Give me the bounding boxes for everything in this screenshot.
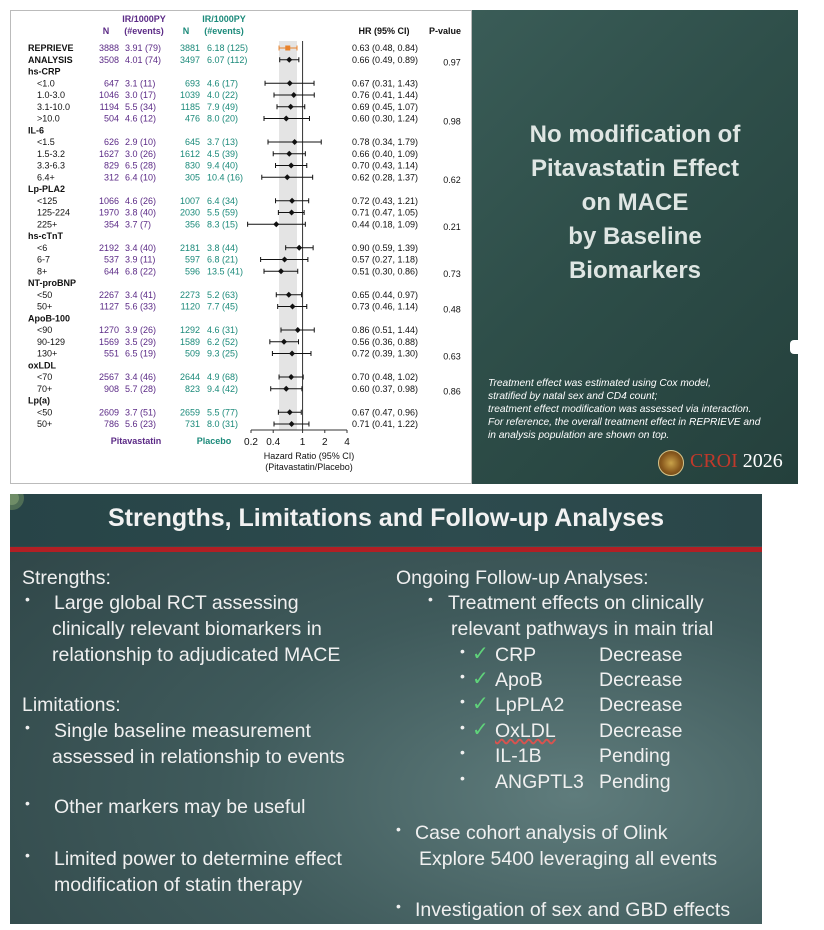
marker-name: LpPLA2 — [495, 694, 565, 716]
group-label: Lp-PLA2 — [28, 184, 65, 194]
hr-ci-text: 0.57 (0.27, 1.18) — [352, 254, 419, 265]
placebo-ir: 6.07 (112) — [207, 54, 248, 65]
pitavastatin-n: 1627 — [98, 148, 119, 159]
pitavastatin-n: 2609 — [98, 407, 119, 418]
row-label: 125-224 — [37, 207, 71, 218]
method-note-line: treatment effect modification was assessed via interaction. — [488, 404, 752, 415]
slide-title: Strengths, Limitations and Follow-up Analyses — [107, 504, 665, 532]
hr-ci-text: 0.76 (0.41, 1.44) — [352, 90, 419, 100]
croi-name: CROI — [690, 450, 738, 472]
pitavastatin-ir: 3.9 (11) — [125, 254, 156, 265]
method-note-line: stratified by natal sex and CD4 count; — [488, 391, 658, 402]
pitavastatin-n: 829 — [103, 160, 119, 171]
x-tick-label: 4 — [344, 437, 350, 448]
pitavastatin-ir: 3.8 (40) — [125, 207, 157, 218]
row-label: 6.4+ — [37, 172, 55, 183]
interaction-pvalue: 0.21 — [443, 222, 461, 232]
x-tick-label: 0.2 — [244, 437, 258, 448]
placebo-ir: 7.9 (49) — [207, 101, 239, 112]
placebo-ir: 5.5 (77) — [207, 407, 239, 418]
header-ir-placebo-events: (#events) — [204, 26, 244, 36]
forest-plot-slide — [10, 10, 798, 484]
row-label: <125 — [37, 195, 58, 206]
pitavastatin-n: 354 — [103, 219, 119, 230]
pitavastatin-n: 551 — [103, 348, 119, 359]
header-n-pitavastatin: N — [102, 26, 110, 36]
placebo-ir: 6.4 (34) — [207, 195, 239, 206]
placebo-n: 1039 — [179, 90, 200, 100]
bullet-icon: • — [25, 795, 30, 811]
hr-ci-text: 0.62 (0.28, 1.37) — [352, 172, 419, 183]
pitavastatin-ir: 4.6 (12) — [125, 113, 157, 124]
point-estimate — [285, 46, 290, 51]
point-estimate — [273, 221, 279, 227]
pitavastatin-ir: 5.7 (28) — [125, 383, 157, 394]
hr-ci-text: 0.71 (0.41, 1.22) — [352, 419, 419, 429]
hr-ci-text: 0.67 (0.31, 1.43) — [352, 78, 419, 89]
bullet-icon: • — [460, 744, 465, 760]
marker-status: Decrease — [599, 669, 683, 691]
slide-title-line: on MACE — [581, 189, 689, 216]
hr-ci-text: 0.66 (0.40, 1.09) — [352, 148, 419, 159]
virus-decoration-icon — [10, 494, 50, 534]
pitavastatin-ir: 3.4 (46) — [125, 372, 157, 382]
interaction-pvalue: 0.73 — [443, 269, 461, 279]
row-label: 50+ — [37, 301, 53, 312]
placebo-n: 2659 — [179, 407, 200, 418]
interaction-pvalue: 0.98 — [443, 116, 461, 127]
interaction-pvalue: 0.48 — [443, 304, 461, 315]
hr-ci-text: 0.69 (0.45, 1.07) — [352, 101, 419, 112]
row-label: 3.3-6.3 — [37, 160, 66, 171]
header-ir-placebo: IR/1000PY — [202, 14, 246, 24]
forest-plot — [11, 11, 473, 485]
hr-ci-text: 0.67 (0.47, 0.96) — [352, 407, 419, 418]
pitavastatin-n: 786 — [103, 419, 119, 429]
placebo-ir: 13.5 (41) — [207, 266, 244, 277]
ongoing-text: relevant pathways in main trial — [451, 618, 714, 640]
x-axis-subtitle: (Pitavastatin/Placebo) — [265, 462, 353, 472]
row-label: 1.5-3.2 — [37, 148, 66, 159]
pitavastatin-ir: 4.6 (26) — [125, 195, 157, 206]
pitavastatin-n: 2267 — [98, 289, 119, 300]
hr-ci-text: 0.66 (0.49, 0.89) — [352, 54, 419, 65]
marker-name: CRP — [495, 644, 537, 666]
case-cohort-text: Explore 5400 leveraging all events — [419, 848, 718, 870]
placebo-n: 597 — [184, 254, 200, 265]
placebo-n: 2644 — [179, 372, 200, 382]
placebo-n: 1007 — [179, 195, 200, 206]
hr-ci-text: 0.90 (0.59, 1.39) — [352, 242, 419, 253]
placebo-n: 693 — [184, 78, 200, 89]
row-label: REPRIEVE — [28, 43, 74, 53]
hr-ci-text: 0.86 (0.51, 1.44) — [352, 325, 419, 335]
slide-title-line: by Baseline — [568, 223, 702, 250]
strength-text: relationship to adjudicated MACE — [52, 644, 341, 666]
strengths-limitations-slide — [10, 494, 762, 924]
row-label: 225+ — [37, 219, 58, 230]
placebo-n: 823 — [184, 383, 200, 394]
hr-ci-text: 0.65 (0.44, 0.97) — [352, 289, 419, 300]
row-label: 3.1-10.0 — [37, 101, 71, 112]
placebo-n: 1120 — [180, 301, 200, 312]
group-label: NT-proBNP — [28, 278, 76, 288]
pitavastatin-n: 1046 — [98, 90, 119, 100]
row-label: ANALYSIS — [28, 54, 73, 65]
marker-status: Pending — [599, 771, 671, 793]
case-cohort-text: Case cohort analysis of Olink — [415, 822, 668, 844]
placebo-ir: 6.8 (21) — [207, 254, 239, 265]
hr-ci-text: 0.51 (0.30, 0.86) — [352, 266, 419, 277]
placebo-ir: 6.2 (52) — [207, 336, 239, 347]
ongoing-text: Treatment effects on clinically — [448, 592, 704, 614]
strength-text: clinically relevant biomarkers in — [52, 618, 322, 640]
x-tick-label: 1 — [299, 437, 306, 448]
row-label: 6-7 — [37, 254, 51, 265]
placebo-ir: 4.9 (68) — [207, 372, 239, 382]
hr-ci-text: 0.44 (0.18, 1.09) — [352, 219, 419, 230]
placebo-ir: 3.8 (44) — [207, 242, 239, 253]
placebo-ir: 5.2 (63) — [207, 289, 239, 300]
placebo-n: 509 — [184, 348, 200, 359]
check-icon: ✓ — [472, 668, 489, 690]
pitavastatin-n: 626 — [103, 137, 119, 147]
hr-ci-text: 0.56 (0.36, 0.88) — [352, 336, 419, 347]
header-ir-pitavastatin-events: (#events) — [124, 26, 164, 36]
placebo-ir: 4.5 (39) — [207, 148, 239, 159]
marker-name: ANGPTL3 — [495, 771, 584, 793]
pitavastatin-ir: 6.5 (28) — [125, 160, 157, 171]
limitations-heading: Limitations: — [22, 694, 121, 716]
pitavastatin-ir: 3.1 (11) — [125, 78, 156, 89]
pitavastatin-ir: 5.6 (23) — [125, 419, 157, 429]
header-n-placebo: N — [182, 26, 190, 36]
marker-status: Decrease — [599, 694, 683, 716]
placebo-n: 1292 — [179, 325, 200, 335]
limitation-text: Other markers may be useful — [54, 796, 306, 818]
pitavastatin-n: 1569 — [98, 336, 119, 347]
slide-title-line: Biomarkers — [568, 257, 702, 284]
bullet-icon: • — [460, 668, 465, 684]
row-label: 8+ — [37, 266, 48, 277]
marker-status: Pending — [599, 745, 671, 767]
group-label: IL-6 — [28, 125, 45, 136]
pitavastatin-ir: 6.8 (22) — [125, 266, 157, 277]
placebo-n: 3497 — [179, 54, 200, 65]
slide-edge-mark — [790, 340, 800, 354]
placebo-n: 2030 — [179, 207, 200, 218]
bullet-icon: • — [460, 770, 465, 786]
croi-emblem-icon — [658, 450, 684, 476]
pitavastatin-n: 3888 — [98, 43, 119, 53]
pitavastatin-n: 1194 — [99, 101, 119, 112]
x-tick-label: 2 — [322, 437, 328, 448]
placebo-ir: 7.7 (45) — [207, 301, 239, 312]
placebo-ir: 4.6 (17) — [207, 78, 239, 89]
hr-ci-text: 0.72 (0.43, 1.21) — [352, 195, 419, 206]
pitavastatin-n: 644 — [103, 266, 119, 277]
pitavastatin-n: 647 — [103, 78, 119, 89]
placebo-n: 476 — [184, 113, 200, 124]
limitation-text: Limited power to determine effect — [54, 848, 342, 870]
method-note-line: in analysis population are shown on top. — [488, 430, 670, 441]
ongoing-heading: Ongoing Follow-up Analyses: — [396, 567, 649, 589]
x-axis-title: Hazard Ratio (95% CI) — [263, 451, 355, 461]
pitavastatin-n: 2567 — [98, 372, 119, 382]
check-icon: ✓ — [472, 693, 489, 715]
row-label: <6 — [37, 242, 48, 253]
group-label: Lp(a) — [28, 395, 50, 406]
x-tick-label: 0.4 — [266, 437, 281, 448]
group-label: oxLDL — [28, 360, 56, 371]
pitavastatin-n: 537 — [103, 254, 119, 265]
pitavastatin-ir: 3.7 (51) — [125, 407, 157, 418]
header-pvalue: P-value — [428, 26, 462, 36]
pitavastatin-ir: 3.0 (17) — [125, 90, 157, 100]
hr-ci-text: 0.63 (0.48, 0.84) — [352, 43, 419, 53]
interaction-pvalue: 0.63 — [443, 351, 461, 362]
pitavastatin-ir: 4.01 (74) — [125, 54, 162, 65]
pitavastatin-ir: 3.4 (40) — [125, 242, 157, 253]
marker-status: Decrease — [599, 720, 683, 742]
legend-placebo: Placebo — [196, 436, 232, 446]
header-hr: HR (95% CI) — [358, 26, 410, 36]
hr-ci-text: 0.70 (0.48, 1.02) — [352, 372, 419, 382]
limitation-text: modification of statin therapy — [54, 874, 303, 896]
slide-header — [10, 494, 762, 546]
placebo-n: 596 — [184, 266, 200, 277]
bullet-icon: • — [460, 719, 465, 735]
placebo-ir: 3.7 (13) — [207, 137, 239, 147]
bullet-icon: • — [25, 591, 30, 607]
method-note-line: For reference, the overall treatment effect in REPRIEVE and — [488, 417, 761, 428]
placebo-ir: 9.3 (25) — [207, 348, 239, 359]
placebo-n: 2273 — [179, 289, 200, 300]
row-label: <50 — [37, 407, 53, 418]
marker-name: OxLDL — [495, 720, 556, 742]
row-label: <50 — [37, 289, 53, 300]
interaction-pvalue: 0.97 — [443, 57, 461, 68]
placebo-n: 1185 — [180, 101, 200, 112]
pitavastatin-ir: 3.0 (26) — [125, 148, 157, 159]
placebo-n: 2181 — [179, 242, 200, 253]
placebo-ir: 8.0 (20) — [207, 113, 239, 124]
row-label: 70+ — [37, 383, 53, 394]
placebo-n: 645 — [184, 137, 200, 147]
placebo-ir: 4.0 (22) — [207, 90, 239, 100]
strengths-heading: Strengths: — [22, 567, 111, 589]
placebo-ir: 4.6 (31) — [207, 325, 239, 335]
placebo-ir: 8.3 (15) — [207, 219, 239, 230]
hr-ci-text: 0.72 (0.39, 1.30) — [352, 348, 419, 359]
bullet-icon: • — [396, 821, 401, 837]
bullet-icon: • — [460, 693, 465, 709]
strength-text: Large global RCT assessing — [54, 592, 299, 614]
placebo-n: 356 — [184, 219, 200, 230]
pitavastatin-ir: 5.6 (33) — [125, 301, 157, 312]
bullet-icon: • — [396, 898, 401, 914]
pitavastatin-n: 312 — [103, 172, 119, 183]
row-label: 90-129 — [37, 336, 66, 347]
bullet-icon: • — [428, 591, 433, 607]
overall-ci-band — [279, 41, 297, 430]
point-estimate — [296, 245, 302, 251]
row-label: <1.0 — [37, 78, 55, 89]
row-label: 50+ — [37, 419, 53, 429]
row-label: 130+ — [37, 348, 58, 359]
pitavastatin-n: 908 — [103, 383, 119, 394]
interaction-pvalue: 0.86 — [443, 386, 461, 397]
placebo-ir: 10.4 (16) — [207, 172, 244, 183]
placebo-ir: 9.4 (40) — [207, 160, 239, 171]
pitavastatin-n: 2192 — [98, 242, 119, 253]
placebo-n: 1589 — [179, 336, 200, 347]
check-icon: ✓ — [472, 643, 489, 665]
row-label: <90 — [37, 325, 53, 335]
pitavastatin-n: 1970 — [98, 207, 119, 218]
pitavastatin-ir: 3.7 (7) — [125, 219, 152, 230]
pitavastatin-n: 1270 — [98, 325, 119, 335]
header-divider — [10, 547, 762, 552]
hr-ci-text: 0.70 (0.43, 1.14) — [352, 160, 419, 171]
bullet-icon: • — [25, 719, 30, 735]
check-icon: ✓ — [472, 719, 489, 741]
limitation-text: Single baseline measurement — [54, 720, 311, 742]
placebo-n: 1612 — [179, 148, 200, 159]
slide-title-line: Pitavastatin Effect — [530, 155, 740, 182]
pitavastatin-n: 3508 — [98, 54, 119, 65]
pitavastatin-ir: 3.5 (29) — [125, 336, 157, 347]
croi-logo — [658, 448, 792, 478]
row-label: <70 — [37, 372, 53, 382]
pitavastatin-n: 504 — [103, 113, 119, 124]
hr-ci-text: 0.60 (0.30, 1.24) — [352, 113, 419, 124]
group-label: ApoB-100 — [28, 313, 71, 324]
group-label: hs-CRP — [28, 66, 61, 77]
forest-plot-panel — [10, 10, 472, 484]
title-panel — [472, 10, 798, 484]
row-label: 1.0-3.0 — [37, 90, 66, 100]
placebo-ir: 8.0 (31) — [207, 419, 239, 429]
pitavastatin-n: 1066 — [98, 195, 119, 206]
placebo-ir: 6.18 (125) — [207, 43, 249, 53]
placebo-n: 305 — [184, 172, 200, 183]
placebo-ir: 9.4 (42) — [207, 383, 239, 394]
croi-year: 2026 — [742, 450, 783, 472]
pitavastatin-ir: 2.9 (10) — [125, 137, 157, 147]
row-label: >10.0 — [37, 113, 60, 124]
placebo-n: 731 — [184, 419, 200, 429]
placebo-n: 830 — [184, 160, 200, 171]
marker-status: Decrease — [599, 644, 683, 666]
bullet-icon: • — [460, 643, 465, 659]
hr-ci-text: 0.73 (0.46, 1.14) — [352, 301, 419, 312]
hr-ci-text: 0.71 (0.47, 1.05) — [352, 207, 419, 218]
marker-name: IL-1B — [495, 745, 542, 767]
interaction-pvalue: 0.62 — [443, 175, 461, 185]
bullet-icon: • — [25, 847, 30, 863]
method-note-line: Treatment effect was estimated using Cox model, — [488, 378, 711, 389]
slide-title-line: No modification of — [529, 121, 741, 148]
hr-ci-text: 0.78 (0.34, 1.79) — [352, 137, 419, 147]
row-label: <1.5 — [37, 137, 55, 147]
pitavastatin-ir: 3.91 (79) — [125, 43, 162, 53]
investigation-text: Investigation of sex and GBD effects — [415, 899, 731, 921]
pitavastatin-ir: 6.4 (10) — [125, 172, 157, 183]
pitavastatin-ir: 6.5 (19) — [125, 348, 157, 359]
pitavastatin-n: 1127 — [99, 301, 119, 312]
placebo-ir: 5.5 (59) — [207, 207, 239, 218]
pitavastatin-ir: 3.9 (26) — [125, 325, 157, 335]
placebo-n: 3881 — [179, 43, 200, 53]
limitation-text: assessed in relationship to events — [52, 746, 345, 768]
pitavastatin-ir: 5.5 (34) — [125, 101, 157, 112]
group-label: hs-cTnT — [28, 231, 63, 241]
header-ir-pitavastatin: IR/1000PY — [122, 14, 166, 24]
hr-ci-text: 0.60 (0.37, 0.98) — [352, 383, 419, 394]
legend-pitavastatin: Pitavastatin — [110, 436, 162, 446]
marker-name: ApoB — [495, 669, 543, 691]
pitavastatin-ir: 3.4 (41) — [125, 289, 157, 300]
